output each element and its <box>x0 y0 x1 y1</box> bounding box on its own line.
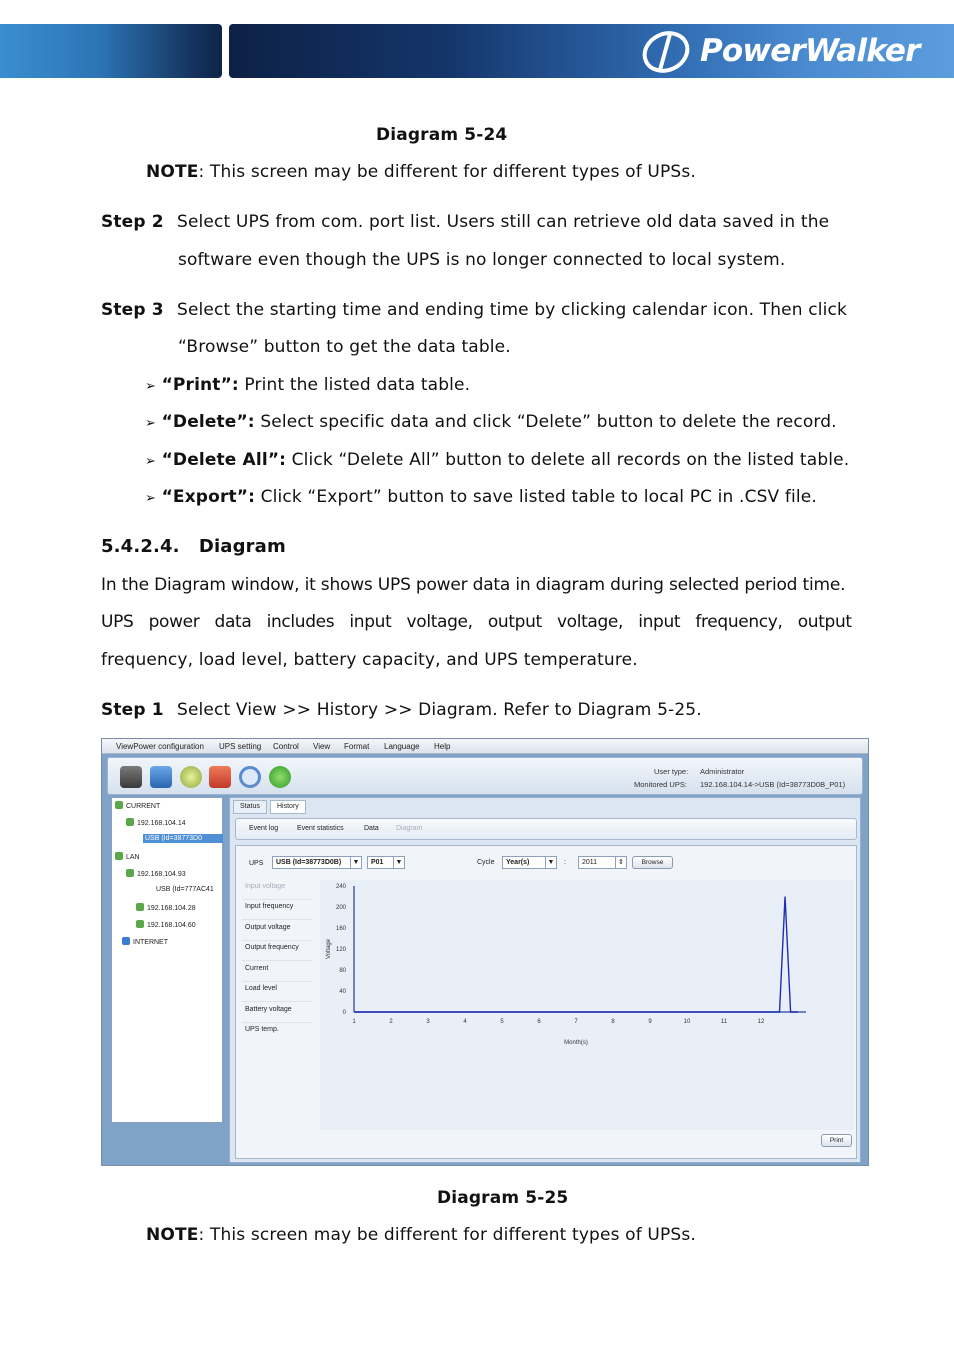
device-tree <box>111 797 223 1123</box>
browse-button[interactable]: Browse <box>632 856 673 869</box>
subtab-event-log[interactable]: Event log <box>249 825 279 832</box>
spinner-arrows-icon[interactable]: ⇕ <box>615 857 626 868</box>
chart-area <box>320 880 854 1130</box>
cycle-label: Cycle <box>477 859 495 866</box>
x-axis-label: Month(s) <box>564 1040 588 1046</box>
menu-bar <box>102 739 868 754</box>
ups-select[interactable] <box>272 856 362 869</box>
computer-icon <box>126 869 134 877</box>
x-tick-label: 10 <box>683 1019 691 1025</box>
x-tick-label: 12 <box>757 1019 765 1025</box>
monitored-ups-label: Monitored UPS: <box>634 780 687 789</box>
globe-icon <box>122 937 130 945</box>
bullet-print-text: Print the listed data table. <box>238 375 471 395</box>
x-tick-label: 1 <box>352 1019 356 1025</box>
tree-ip2[interactable] <box>126 869 186 878</box>
bullet-arrow-icon: ➢ <box>145 454 157 469</box>
note-1 <box>146 161 696 183</box>
tree-ip4[interactable] <box>136 920 196 929</box>
para-line2: UPS power data includes input voltage, output voltage, input frequency, output <box>101 612 852 632</box>
bullet-delete-text: Select specific data and click “Delete” button to delete the record. <box>254 412 837 432</box>
main-panel <box>229 797 861 1163</box>
chevron-down-icon: ▼ <box>350 857 361 868</box>
port-select-value: P01 <box>371 859 384 866</box>
format-icon[interactable] <box>209 766 231 788</box>
tree-current-label: CURRENT <box>126 803 161 810</box>
y-tick-label: 240 <box>335 884 346 890</box>
tree-usb2[interactable]: USB (Id=777AC41 <box>156 886 214 893</box>
subtab-data[interactable]: Data <box>364 825 379 832</box>
bullet-print-label: “Print”: <box>161 375 239 395</box>
monitored-ups-value: 192.168.104.14->USB (Id=38773D0B_P01) <box>700 780 846 789</box>
note-2-label: NOTE <box>146 1225 199 1245</box>
step-2-line2: software even though the UPS is no longer connected to local system. <box>178 250 786 270</box>
y-tick-label: 40 <box>339 989 346 995</box>
network-icon <box>115 852 123 860</box>
param-input-frequency[interactable]: Input frequency <box>242 900 312 920</box>
param-battery-voltage[interactable]: Battery voltage <box>242 1003 312 1023</box>
user-type-value: Administrator <box>700 767 745 776</box>
brand-logo <box>640 24 954 78</box>
caption-top: Diagram 5-24 <box>376 125 508 145</box>
tab-history[interactable]: History <box>270 800 306 814</box>
tree-ip1[interactable] <box>126 818 186 827</box>
menu-control[interactable]: Control <box>273 742 299 751</box>
x-tick-label: 5 <box>500 1019 504 1025</box>
bullet-delete-all-text: Click “Delete All” button to delete all records on the listed table. <box>286 450 850 470</box>
step-3-line1: Select the starting time and ending time by clicking calendar icon. Then click <box>177 300 847 320</box>
y-tick-label: 80 <box>339 968 346 974</box>
computer-icon <box>136 920 144 928</box>
x-tick-label: 6 <box>537 1019 541 1025</box>
tree-ip4-label: 192.168.104.60 <box>147 922 196 929</box>
step-1 <box>101 699 164 721</box>
menu-ups-setting[interactable]: UPS setting <box>219 742 262 751</box>
user-type-label: User type: <box>654 767 689 776</box>
menu-format[interactable]: Format <box>344 742 370 751</box>
ups-select-value: USB (Id=38773D0B) <box>276 859 342 866</box>
tree-usb1-selected[interactable]: USB (Id=38773D0 <box>143 834 223 843</box>
ups-label: UPS <box>249 860 264 867</box>
param-output-frequency[interactable]: Output frequency <box>242 941 312 961</box>
bullet-export-text: Click “Export” button to save listed table to local PC in .CSV file. <box>255 487 817 507</box>
note-1-text: : This screen may be different for different types of UPSs. <box>198 162 696 182</box>
tree-internet-label: INTERNET <box>133 939 168 946</box>
section-title: 5.4.2.4. Diagram <box>101 536 286 557</box>
param-input-voltage[interactable]: Input voltage <box>242 880 312 900</box>
tree-lan-label: LAN <box>126 854 140 861</box>
step-3-label: Step 3 <box>101 300 164 320</box>
note-1-label: NOTE <box>146 162 199 182</box>
chevron-down-icon: ▼ <box>393 857 404 868</box>
parameter-list <box>242 880 314 1130</box>
cycle-select-value: Year(s) <box>506 859 530 866</box>
step-3 <box>101 299 164 321</box>
x-tick-label: 3 <box>426 1019 430 1025</box>
x-tick-label: 9 <box>648 1019 652 1025</box>
x-tick-label: 11 <box>720 1019 728 1025</box>
subtab-diagram[interactable]: Diagram <box>396 825 423 832</box>
tab-status[interactable]: Status <box>233 800 267 814</box>
tree-ip3[interactable] <box>136 903 196 912</box>
header-bar-left <box>0 24 222 78</box>
menu-help[interactable]: Help <box>434 742 451 751</box>
tree-current[interactable] <box>115 801 160 810</box>
chevron-down-icon: ▼ <box>545 857 556 868</box>
step-2-label: Step 2 <box>101 212 164 232</box>
powerwalker-logo-icon <box>640 28 692 74</box>
settings-icon[interactable] <box>150 766 172 788</box>
step-3-line2: “Browse” button to get the data table. <box>178 337 511 357</box>
step-1-label: Step 1 <box>101 700 164 720</box>
series-line-0 <box>354 897 798 1013</box>
bullet-arrow-icon: ➢ <box>145 491 157 506</box>
computer-icon <box>136 903 144 911</box>
menu-viewpower-configuration[interactable]: ViewPower configuration <box>116 742 204 751</box>
voltage-chart <box>320 880 854 1130</box>
monitor-icon[interactable] <box>120 766 142 788</box>
x-tick-label: 2 <box>389 1019 393 1025</box>
brand-name: PowerWalker <box>700 33 920 69</box>
y-tick-label: 0 <box>342 1010 346 1016</box>
para-line1: In the Diagram window, it shows UPS power data in diagram during selected period time. <box>101 575 846 595</box>
param-load-level[interactable]: Load level <box>242 982 312 1002</box>
bullet-export-label: “Export”: <box>161 487 256 507</box>
toolbar <box>107 757 863 795</box>
cycle-colon: : <box>564 859 566 866</box>
bullet-arrow-icon: ➢ <box>145 416 157 431</box>
param-current[interactable]: Current <box>242 962 312 982</box>
caption-bottom: Diagram 5-25 <box>437 1188 569 1208</box>
y-tick-label: 120 <box>335 947 346 953</box>
computer-icon <box>126 818 134 826</box>
print-button[interactable]: Print <box>821 1134 852 1147</box>
bullet-delete-all <box>145 449 849 473</box>
step-2-line1: Select UPS from com. port list. Users still can retrieve old data saved in the <box>177 212 830 232</box>
viewpower-screenshot <box>101 738 869 1166</box>
note-2-text: : This screen may be different for different types of UPSs. <box>198 1225 696 1245</box>
bullet-delete-all-label: “Delete All”: <box>161 450 287 470</box>
cycle-select[interactable] <box>502 856 557 869</box>
note-2 <box>146 1224 696 1246</box>
x-tick-label: 4 <box>463 1019 467 1025</box>
computer-icon <box>115 801 123 809</box>
year-spinner-value: 2011 <box>582 859 598 866</box>
tree-ip3-label: 192.168.104.28 <box>147 905 196 912</box>
y-tick-label: 160 <box>335 926 346 932</box>
menu-language[interactable]: Language <box>384 742 420 751</box>
y-tick-label: 200 <box>335 905 346 911</box>
diagram-panel <box>235 845 857 1159</box>
param-ups-temp[interactable]: UPS temp. <box>245 1026 279 1033</box>
refresh-icon[interactable] <box>269 766 291 788</box>
subtab-event-statistics[interactable]: Event statistics <box>297 825 344 832</box>
bullet-delete <box>145 411 837 435</box>
x-tick-label: 7 <box>574 1019 578 1025</box>
menu-view[interactable]: View <box>313 742 331 751</box>
port-select[interactable] <box>367 856 405 869</box>
param-output-voltage[interactable]: Output voltage <box>242 921 312 941</box>
bullet-arrow-icon: ➢ <box>145 379 157 394</box>
history-subtabs <box>235 818 857 840</box>
bullet-delete-label: “Delete”: <box>161 412 255 432</box>
tree-lan[interactable] <box>115 852 140 861</box>
x-tick-label: 8 <box>611 1019 615 1025</box>
step-1-text: Select View >> History >> Diagram. Refer to Diagram 5-25. <box>177 700 702 720</box>
y-axis-label: Voltage <box>326 938 332 960</box>
step-2 <box>101 211 164 233</box>
para-line3: frequency, load level, battery capacity, and UPS temperature. <box>101 650 638 670</box>
bullet-print <box>145 374 470 398</box>
tree-ip1-label: 192.168.104.14 <box>137 820 186 827</box>
tree-internet[interactable] <box>122 937 168 946</box>
bullet-export <box>145 486 817 510</box>
year-spinner[interactable] <box>578 856 627 869</box>
control-icon[interactable] <box>180 766 202 788</box>
tree-ip2-label: 192.168.104.93 <box>137 871 186 878</box>
search-icon[interactable] <box>239 766 261 788</box>
